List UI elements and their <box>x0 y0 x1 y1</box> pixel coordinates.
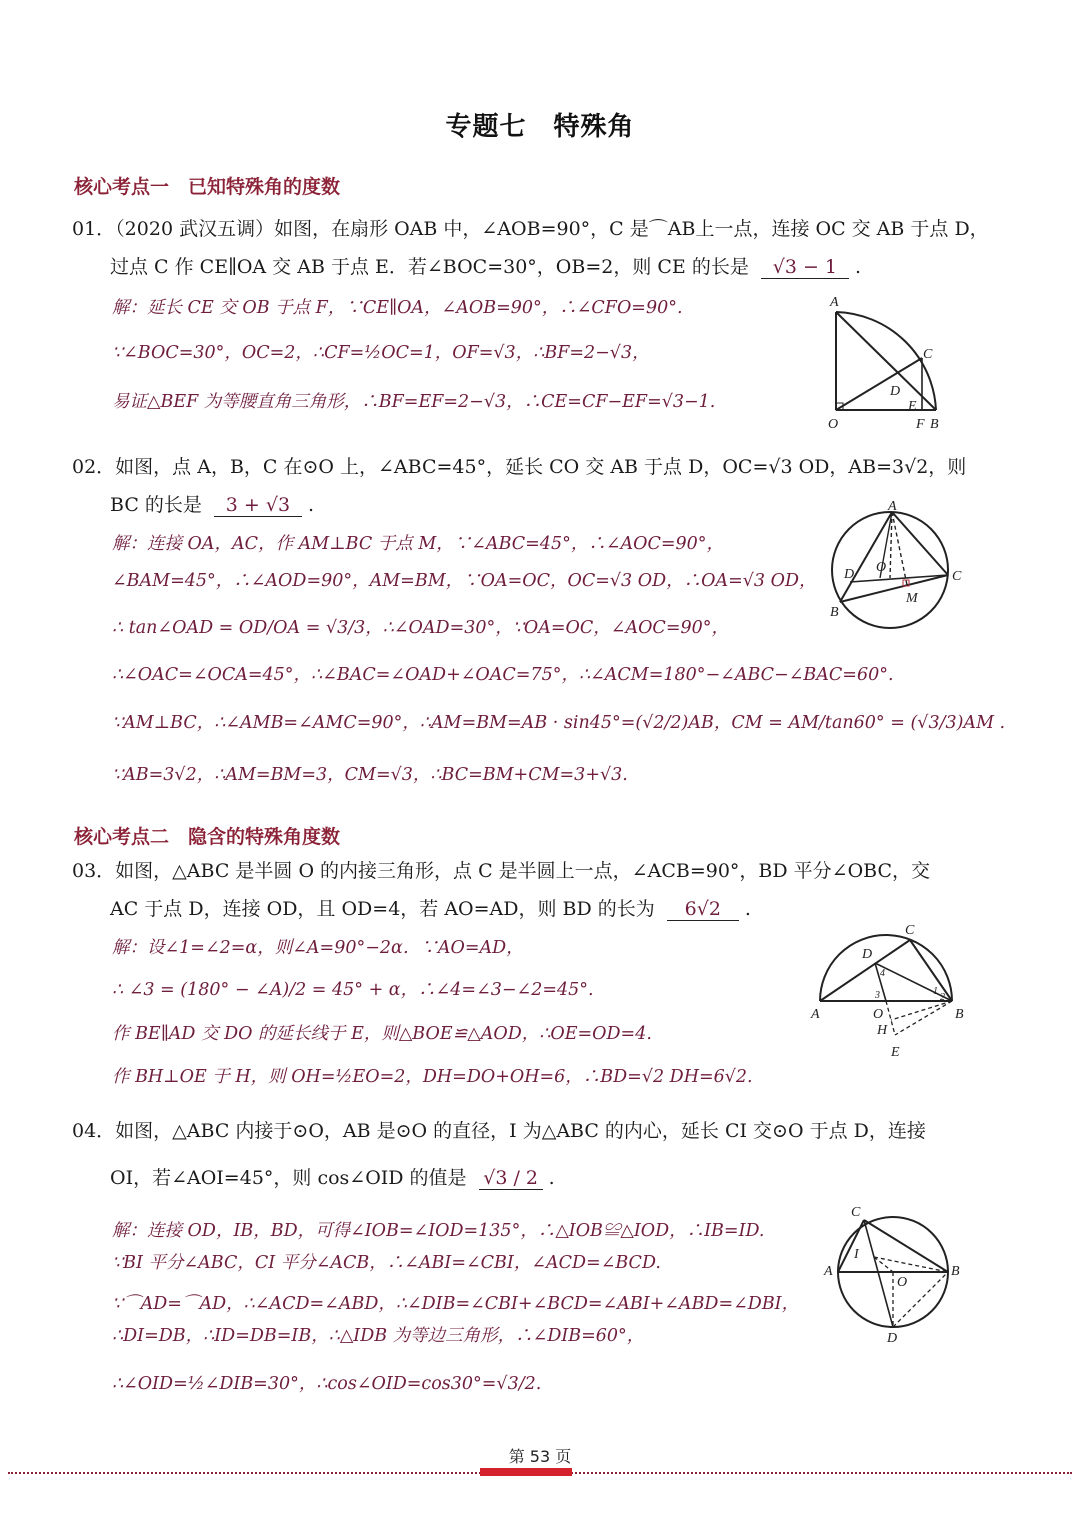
q2-answer: 3 + √3 <box>214 494 302 517</box>
q2-solution-line1: 解：连接 OA，AC，作 AM⊥BC 于点 M，∵∠ABC=45°，∴∠AOC=90°， <box>112 534 725 554</box>
q2-solution-line6: ∵AB=3√2，∴AM=BM=3，CM=√3，∴BC=BM+CM=3+√3. <box>112 765 628 785</box>
fig2-label-m: M <box>906 591 918 606</box>
fig2-label-c: C <box>952 569 962 584</box>
fig4-label-o: O <box>897 1275 908 1290</box>
q4-solution-line5: ∴∠OID=½∠DIB=30°，∴cos∠OID=cos30°=√3/2. <box>112 1374 542 1394</box>
q1-line2: 过点 C 作 CE∥OA 交 AB 于点 E．若∠BOC=30°，OB=2，则 CE 的长是 √3 − 1 . <box>110 256 861 278</box>
fig1-label-e: E <box>908 399 917 414</box>
q2-line2: BC 的长是 3 + √3 . <box>110 494 315 516</box>
q3-solution-line1: 解：设∠1=∠2=α，则∠A=90°−2α．∵AO=AD， <box>112 938 524 958</box>
fig1-label-c: C <box>923 347 933 362</box>
fig3-label-4: 4 <box>880 968 885 979</box>
q4-line1: 04．如图，△ABC 内接于⊙O，AB 是⊙O 的直径，I 为△ABC 的内心，延长 CI 交⊙O 于点 D，连接 <box>72 1120 926 1142</box>
fig2-label-b: B <box>830 605 839 620</box>
q3-line2-text: AC 于点 D，连接 OD，且 OD=4，若 AO=AD，则 BD 的长为 <box>110 898 655 920</box>
q1-solution-line3: 易证△BEF 为等腰直角三角形，∴BF=EF=2−√3，∴CE=CF−EF=√3−1. <box>112 392 716 412</box>
q3-solution-line3: 作 BE∥AD 交 DO 的延长线于 E，则△BOE≌△AOD，∴OE=OD=4. <box>112 1024 652 1044</box>
fig3-label-2: 2 <box>940 992 945 1003</box>
q3-line1: 03．如图，△ABC 是半圆 O 的内接三角形，点 C 是半圆上一点，∠ACB=90°，BD 平分∠OBC，交 <box>72 860 930 882</box>
fig3-label-o: O <box>873 1007 884 1022</box>
fig1-label-d: D <box>890 384 901 399</box>
q4-solution-line4: ∴DI=DB，∴ID=DB=IB，∴△IDB 为等边三角形，∴∠DIB=60°， <box>112 1326 645 1346</box>
fig3-label-1: 1 <box>933 986 938 997</box>
q2-line1: 02．如图，点 A，B，C 在⊙O 上，∠ABC=45°，延长 CO 交 AB 于点 D，OC=√3 OD，AB=3√2，则 <box>72 456 967 478</box>
fig3-label-h: H <box>877 1023 888 1038</box>
q2-solution-line3: ∴ tan∠OAD = OD/OA = √3/3，∴∠OAD=30°，∵OA=OC，∠AOC=90°， <box>112 618 729 638</box>
q1-solution-line1: 解：延长 CE 交 OB 于点 F，∵CE∥OA，∠AOB=90°，∴∠CFO=90°. <box>112 298 683 318</box>
q3-solution-line4: 作 BH⊥OE 于 H，则 OH=½EO=2，DH=DO+OH=6，∴BD=√2 DH=6√2. <box>112 1067 753 1087</box>
q4-line2-text: OI，若∠AOI=45°，则 cos∠OID 的值是 <box>110 1167 467 1189</box>
q4-solution-line2: ∵BI 平分∠ABC，CI 平分∠ACB，∴∠ABI=∠CBI，∠ACD=∠BCD. <box>112 1253 661 1273</box>
q3-figure <box>805 918 970 1063</box>
q1-solution-line2: ∵∠BOC=30°，OC=2，∴CF=½OC=1，OF=√3，∴BF=2−√3， <box>112 343 650 363</box>
fig4-label-a: A <box>824 1264 833 1279</box>
q3-line2: AC 于点 D，连接 OD，且 OD=4，若 AO=AD，则 BD 的长为 6√2 . <box>110 898 751 920</box>
q2-solution-line4: ∴∠OAC=∠OCA=45°，∴∠BAC=∠OAD+∠OAC=75°，∴∠ACM=180°−∠ABC−∠BAC=60°. <box>112 665 894 685</box>
fig2-label-a: A <box>888 499 897 514</box>
q4-line2: OI，若∠AOI=45°，则 cos∠OID 的值是 √3 / 2 . <box>110 1167 555 1189</box>
fig4-label-i: I <box>854 1247 859 1262</box>
page-title: 专题七 特殊角 <box>445 112 635 142</box>
fig3-label-3: 3 <box>875 990 880 1001</box>
q2-solution-line2: ∠BAM=45°，∴∠AOD=90°，AM=BM，∵OA=OC，OC=√3 OD，∴OA=√3 OD， <box>112 571 817 591</box>
fig2-label-o: O <box>876 560 887 575</box>
fig3-label-c: C <box>905 923 915 938</box>
footer-accent-bar <box>480 1468 572 1476</box>
section-heading-two: 核心考点二 隐含的特殊角度数 <box>74 826 341 848</box>
fig1-label-o: O <box>828 417 839 432</box>
fig3-label-b: B <box>955 1007 964 1022</box>
fig3-label-d: D <box>862 947 873 962</box>
fig3-label-a: A <box>811 1007 820 1022</box>
fig1-label-b: B <box>930 417 939 432</box>
q4-solution-line3: ∵⌒AD=⌒AD，∴∠ACD=∠ABD，∴∠DIB=∠CBI+∠BCD=∠ABI+∠ABD=∠DBI， <box>112 1294 800 1314</box>
fig4-label-c: C <box>851 1205 861 1220</box>
fig1-label-a: A <box>830 295 839 310</box>
q3-answer: 6√2 <box>667 898 739 921</box>
fig3-label-e: E <box>891 1045 900 1060</box>
q2-solution-line5: ∵AM⊥BC，∴∠AMB=∠AMC=90°，∴AM=BM=AB · sin45°=(√2/2)AB，CM = AM/tan60° = (√3/3)AM . <box>112 713 1006 733</box>
q1-answer: √3 − 1 <box>761 256 849 279</box>
q1-line2-text: 过点 C 作 CE∥OA 交 AB 于点 E．若∠BOC=30°，OB=2，则 CE 的长是 <box>110 256 749 278</box>
q2-figure <box>820 498 970 638</box>
fig2-label-d: D <box>844 567 855 582</box>
fig4-label-b: B <box>951 1264 960 1279</box>
q1-figure <box>820 290 950 435</box>
q4-figure <box>818 1200 968 1350</box>
q1-line1: 01．（2020 武汉五调）如图，在扇形 OAB 中，∠AOB=90°，C 是⌒AB上一点，连接 OC 交 AB 于点 D， <box>72 218 989 240</box>
fig4-label-d: D <box>887 1331 898 1346</box>
section-heading-one: 核心考点一 已知特殊角的度数 <box>74 176 341 198</box>
q3-solution-line2: ∴ ∠3 = (180° − ∠A)/2 = 45° + α，∴∠4=∠3−∠2=45°. <box>112 980 594 1000</box>
q4-solution-line1: 解：连接 OD，IB，BD，可得∠IOB=∠IOD=135°，∴△IOB≌△IOD，∴IB=ID. <box>112 1221 765 1241</box>
page-number: 第 53 页 <box>508 1447 572 1466</box>
q4-answer: √3 / 2 <box>479 1167 543 1190</box>
q2-line2-text: BC 的长是 <box>110 494 202 516</box>
fig1-label-f: F <box>916 417 925 432</box>
